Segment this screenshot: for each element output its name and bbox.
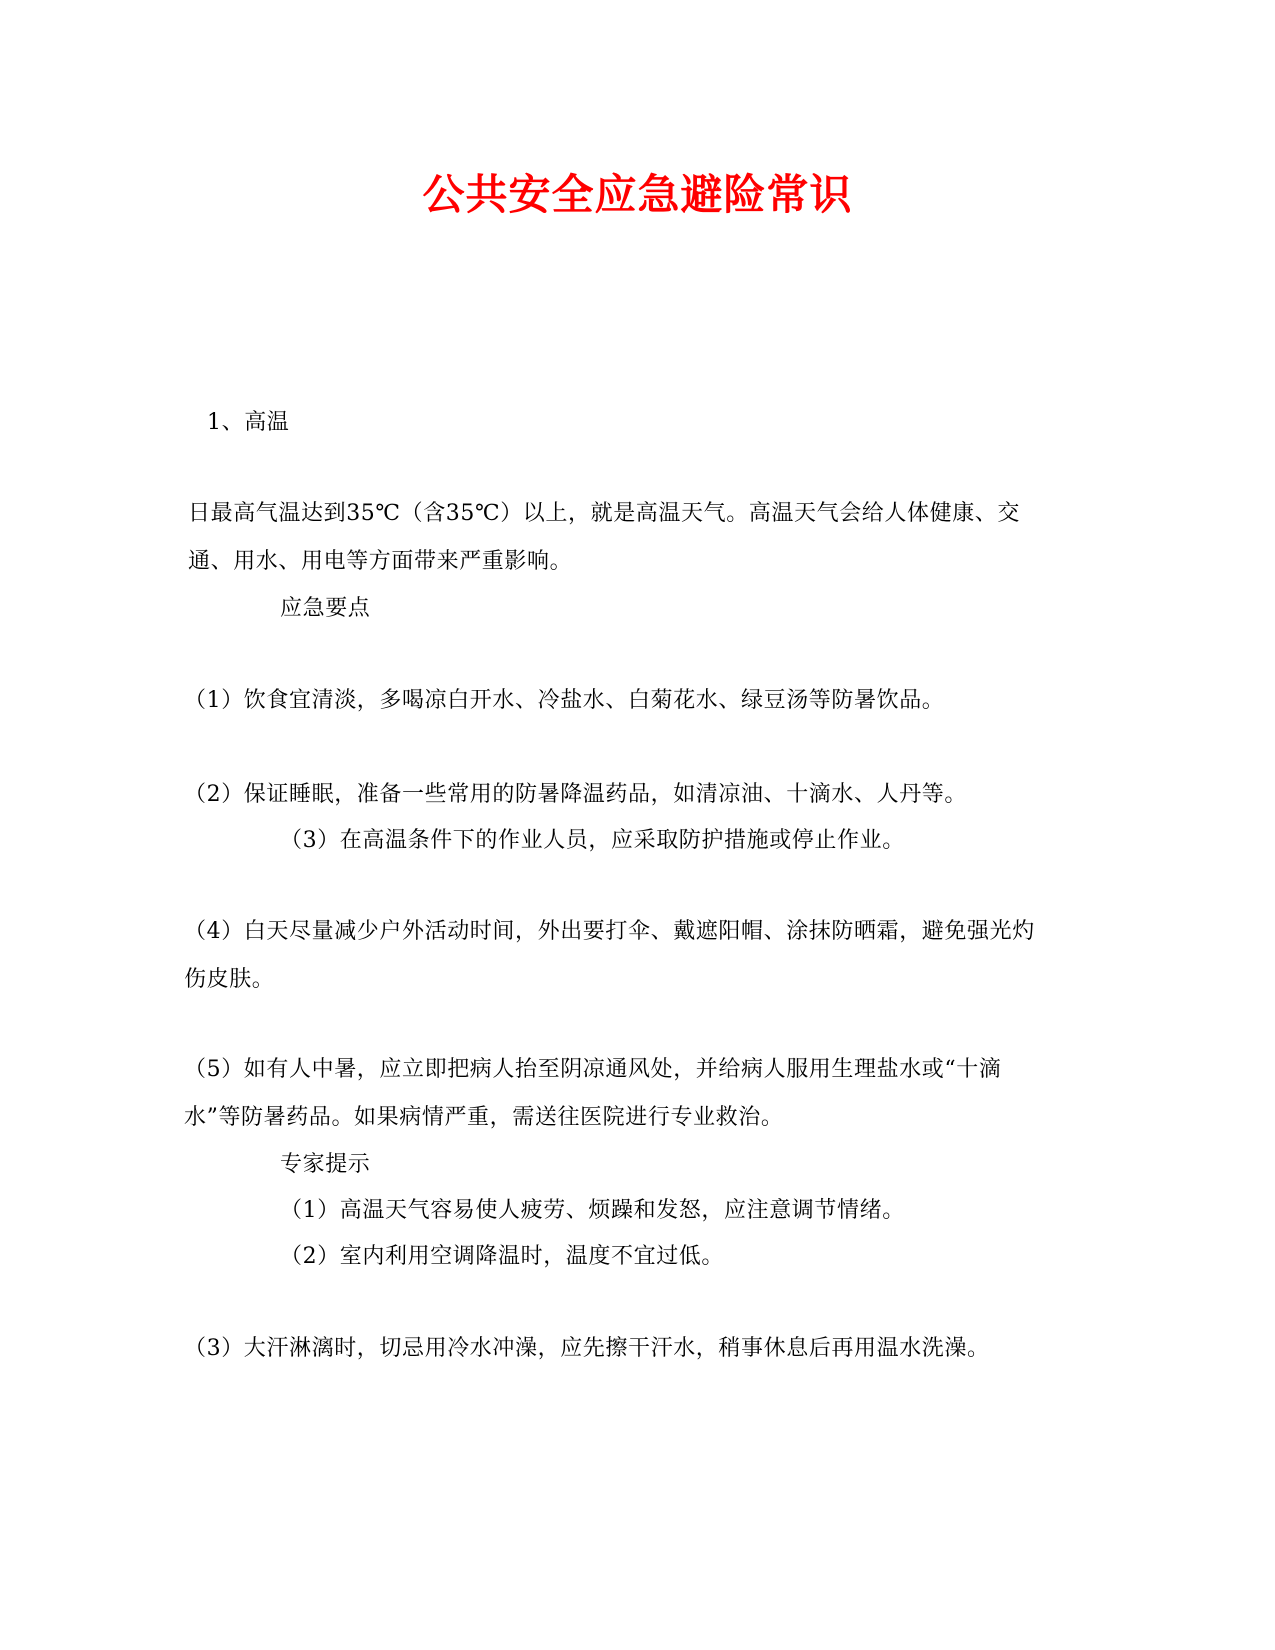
emergency-point: （1）饮食宜清淡，多喝凉白开水、冷盐水、白菊花水、绿豆汤等防暑饮品。 [184,688,945,713]
expert-heading: 专家提示 [280,1152,371,1177]
emergency-point: （3）在高温条件下的作业人员，应采取防护措施或停止作业。 [280,828,905,853]
emergency-point: （2）保证睡眠，准备一些常用的防暑降温药品，如清凉油、十滴水、人丹等。 [184,782,967,807]
expert-tip: （2）室内利用空调降温时，温度不宜过低。 [280,1244,724,1269]
expert-tip: （3）大汗淋漓时，切忌用冷水冲澡，应先擦干汗水，稍事休息后再用温水洗澡。 [184,1336,990,1361]
expert-tip: （1）高温天气容易使人疲劳、烦躁和发怒，应注意调节情绪。 [280,1198,905,1223]
emergency-heading: 应急要点 [280,596,371,621]
section-heading: 1、高温 [207,410,290,435]
intro-paragraph: 日最高气温达到35℃（含35℃）以上，就是高温天气。高温天气会给人体健康、交通、用水、用电等方面带来严重影响。 [188,501,1021,574]
emergency-point: （5）如有人中暑，应立即把病人抬至阴凉通风处，并给病人服用生理盐水或“十滴水”等防暑药品。如果病情严重，需送往医院进行专业救治。 [184,1057,1002,1130]
emergency-point: （4）白天尽量减少户外活动时间，外出要打伞、戴遮阳帽、涂抹防晒霜，避免强光灼伤皮肤。 [184,919,1035,992]
document-title: 公共安全应急避险常识 [422,170,853,219]
